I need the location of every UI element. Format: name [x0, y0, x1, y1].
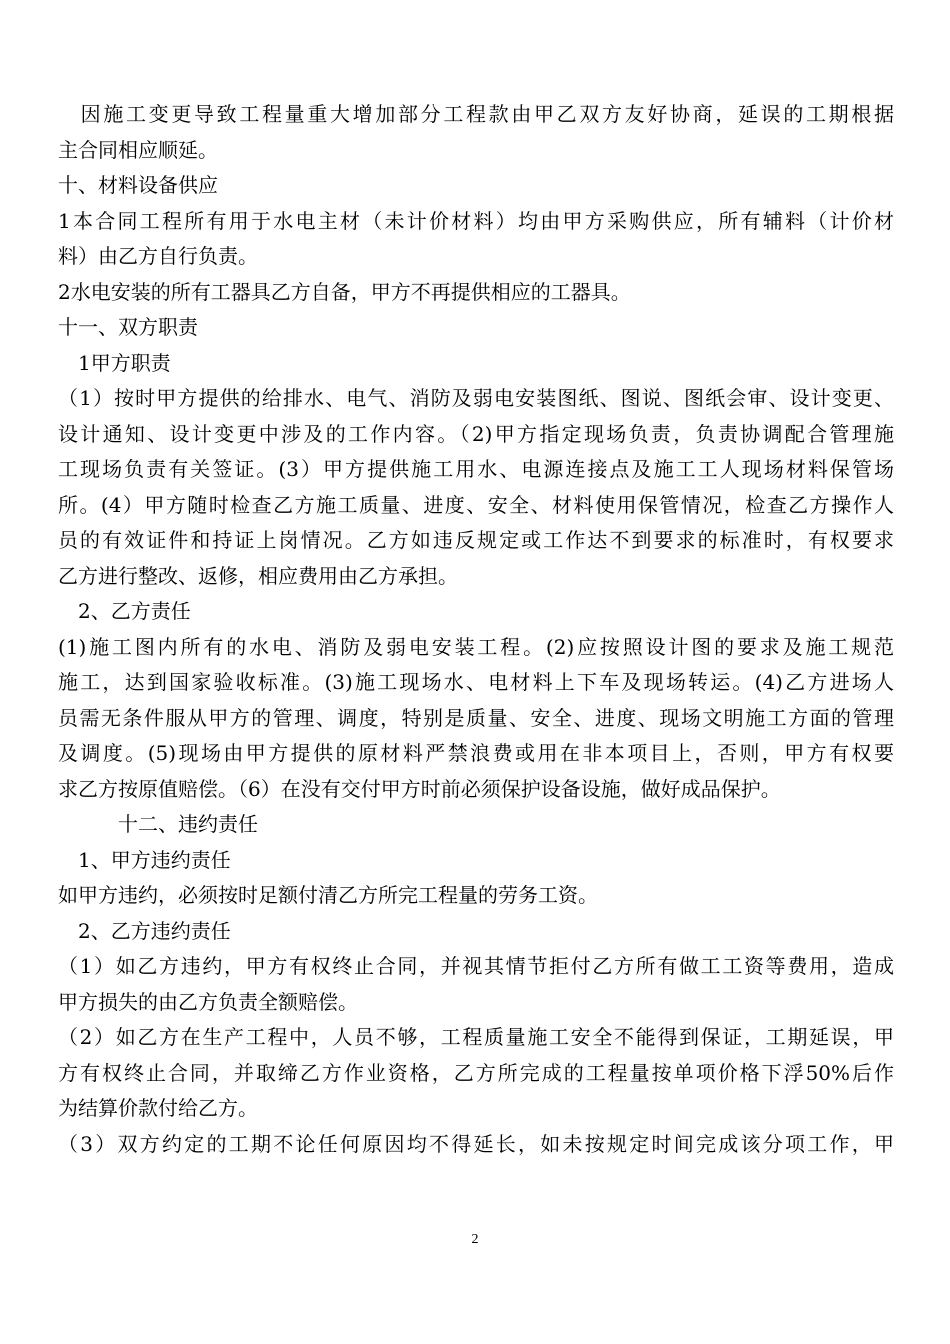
subsection-heading: 2、乙方责任	[58, 599, 191, 623]
text-line: 2水电安装的所有工器具乙方自备，甲方不再提供相应的工器具。	[58, 279, 631, 304]
text-line: 方有权终止合同，并取缔乙方作业资格，乙方所完成的工程量按单项价格下浮50%后作	[58, 1060, 894, 1085]
subsection-heading: 1、甲方违约责任	[58, 847, 231, 872]
page-number: 2	[471, 1232, 479, 1247]
text-line: 及调度。(5)现场由甲方提供的原材料严禁浪费或用在非本项目上，否则，甲方有权要	[58, 741, 894, 765]
text-line: （2）如乙方在生产工程中，人员不够，工程质量施工安全不能得到保证，工期延误，甲	[58, 1025, 894, 1049]
text-line: 乙方进行整改、返修，相应费用由乙方承担。	[58, 563, 458, 588]
text-line: (1)施工图内所有的水电、消防及弱电安装工程。(2)应按照设计图的要求及施工规范	[58, 634, 894, 659]
section-heading: 十二、违约责任	[58, 812, 258, 836]
text-line: 主合同相应顺延。	[58, 137, 218, 162]
text-line: 为结算价款付给乙方。	[58, 1096, 258, 1120]
subsection-heading: 2、乙方违约责任	[58, 918, 231, 943]
text-line: 所。(4）甲方随时检查乙方施工质量、进度、安全、材料使用保管情况，检查乙方操作人	[58, 492, 894, 517]
text-line: 员需无条件服从甲方的管理、调度，特别是质量、安全、进度、现场文明施工方面的管理	[58, 705, 894, 730]
text-line: （3）双方约定的工期不论任何原因均不得延长，如未按规定时间完成该分项工作，甲	[58, 1131, 894, 1156]
subsection-heading: 1甲方职责	[58, 350, 171, 375]
text-line: 1本合同工程所有用于水电主材（未计价材料）均由甲方采购供应，所有辅料（计价材	[58, 208, 894, 233]
text-line: 求乙方按原值赔偿。（6）在没有交付甲方时前必须保护设备设施，做好成品保护。	[58, 776, 781, 801]
text-line: （1）如乙方违约，甲方有权终止合同，并视其情节拒付乙方所有做工工资等费用，造成	[58, 954, 894, 978]
text-line: 料）由乙方自行负责。	[58, 244, 258, 268]
text-line: 工现场负责有关签证。(3）甲方提供施工用水、电源连接点及施工工人现场材料保管场	[58, 457, 894, 481]
text-line: 施工，达到国家验收标准。(3)施工现场水、电材料上下车及现场转运。(4)乙方进场人	[58, 670, 894, 694]
section-heading: 十一、双方职责	[58, 315, 198, 339]
text-line: 甲方损失的由乙方负责全额赔偿。	[58, 989, 358, 1014]
text-line: 员的有效证件和持证上岗情况。乙方如违反规定或工作达不到要求的标准时，有权要求	[58, 528, 894, 552]
text-line: 如甲方违约，必须按时足额付清乙方所完工程量的劳务工资。	[58, 883, 598, 907]
section-heading: 十、材料设备供应	[58, 173, 218, 197]
document-body	[58, 97, 894, 1162]
text-line: 因施工变更导致工程量重大增加部分工程款由甲乙双方友好协商，延误的工期根据	[58, 102, 894, 126]
text-line: 设计通知、设计变更中涉及的工作内容。（2)甲方指定现场负责，负责协调配合管理施	[58, 421, 894, 446]
text-line: （1）按时甲方提供的给排水、电气、消防及弱电安装图纸、图说、图纸会审、设计变更、	[58, 386, 894, 410]
